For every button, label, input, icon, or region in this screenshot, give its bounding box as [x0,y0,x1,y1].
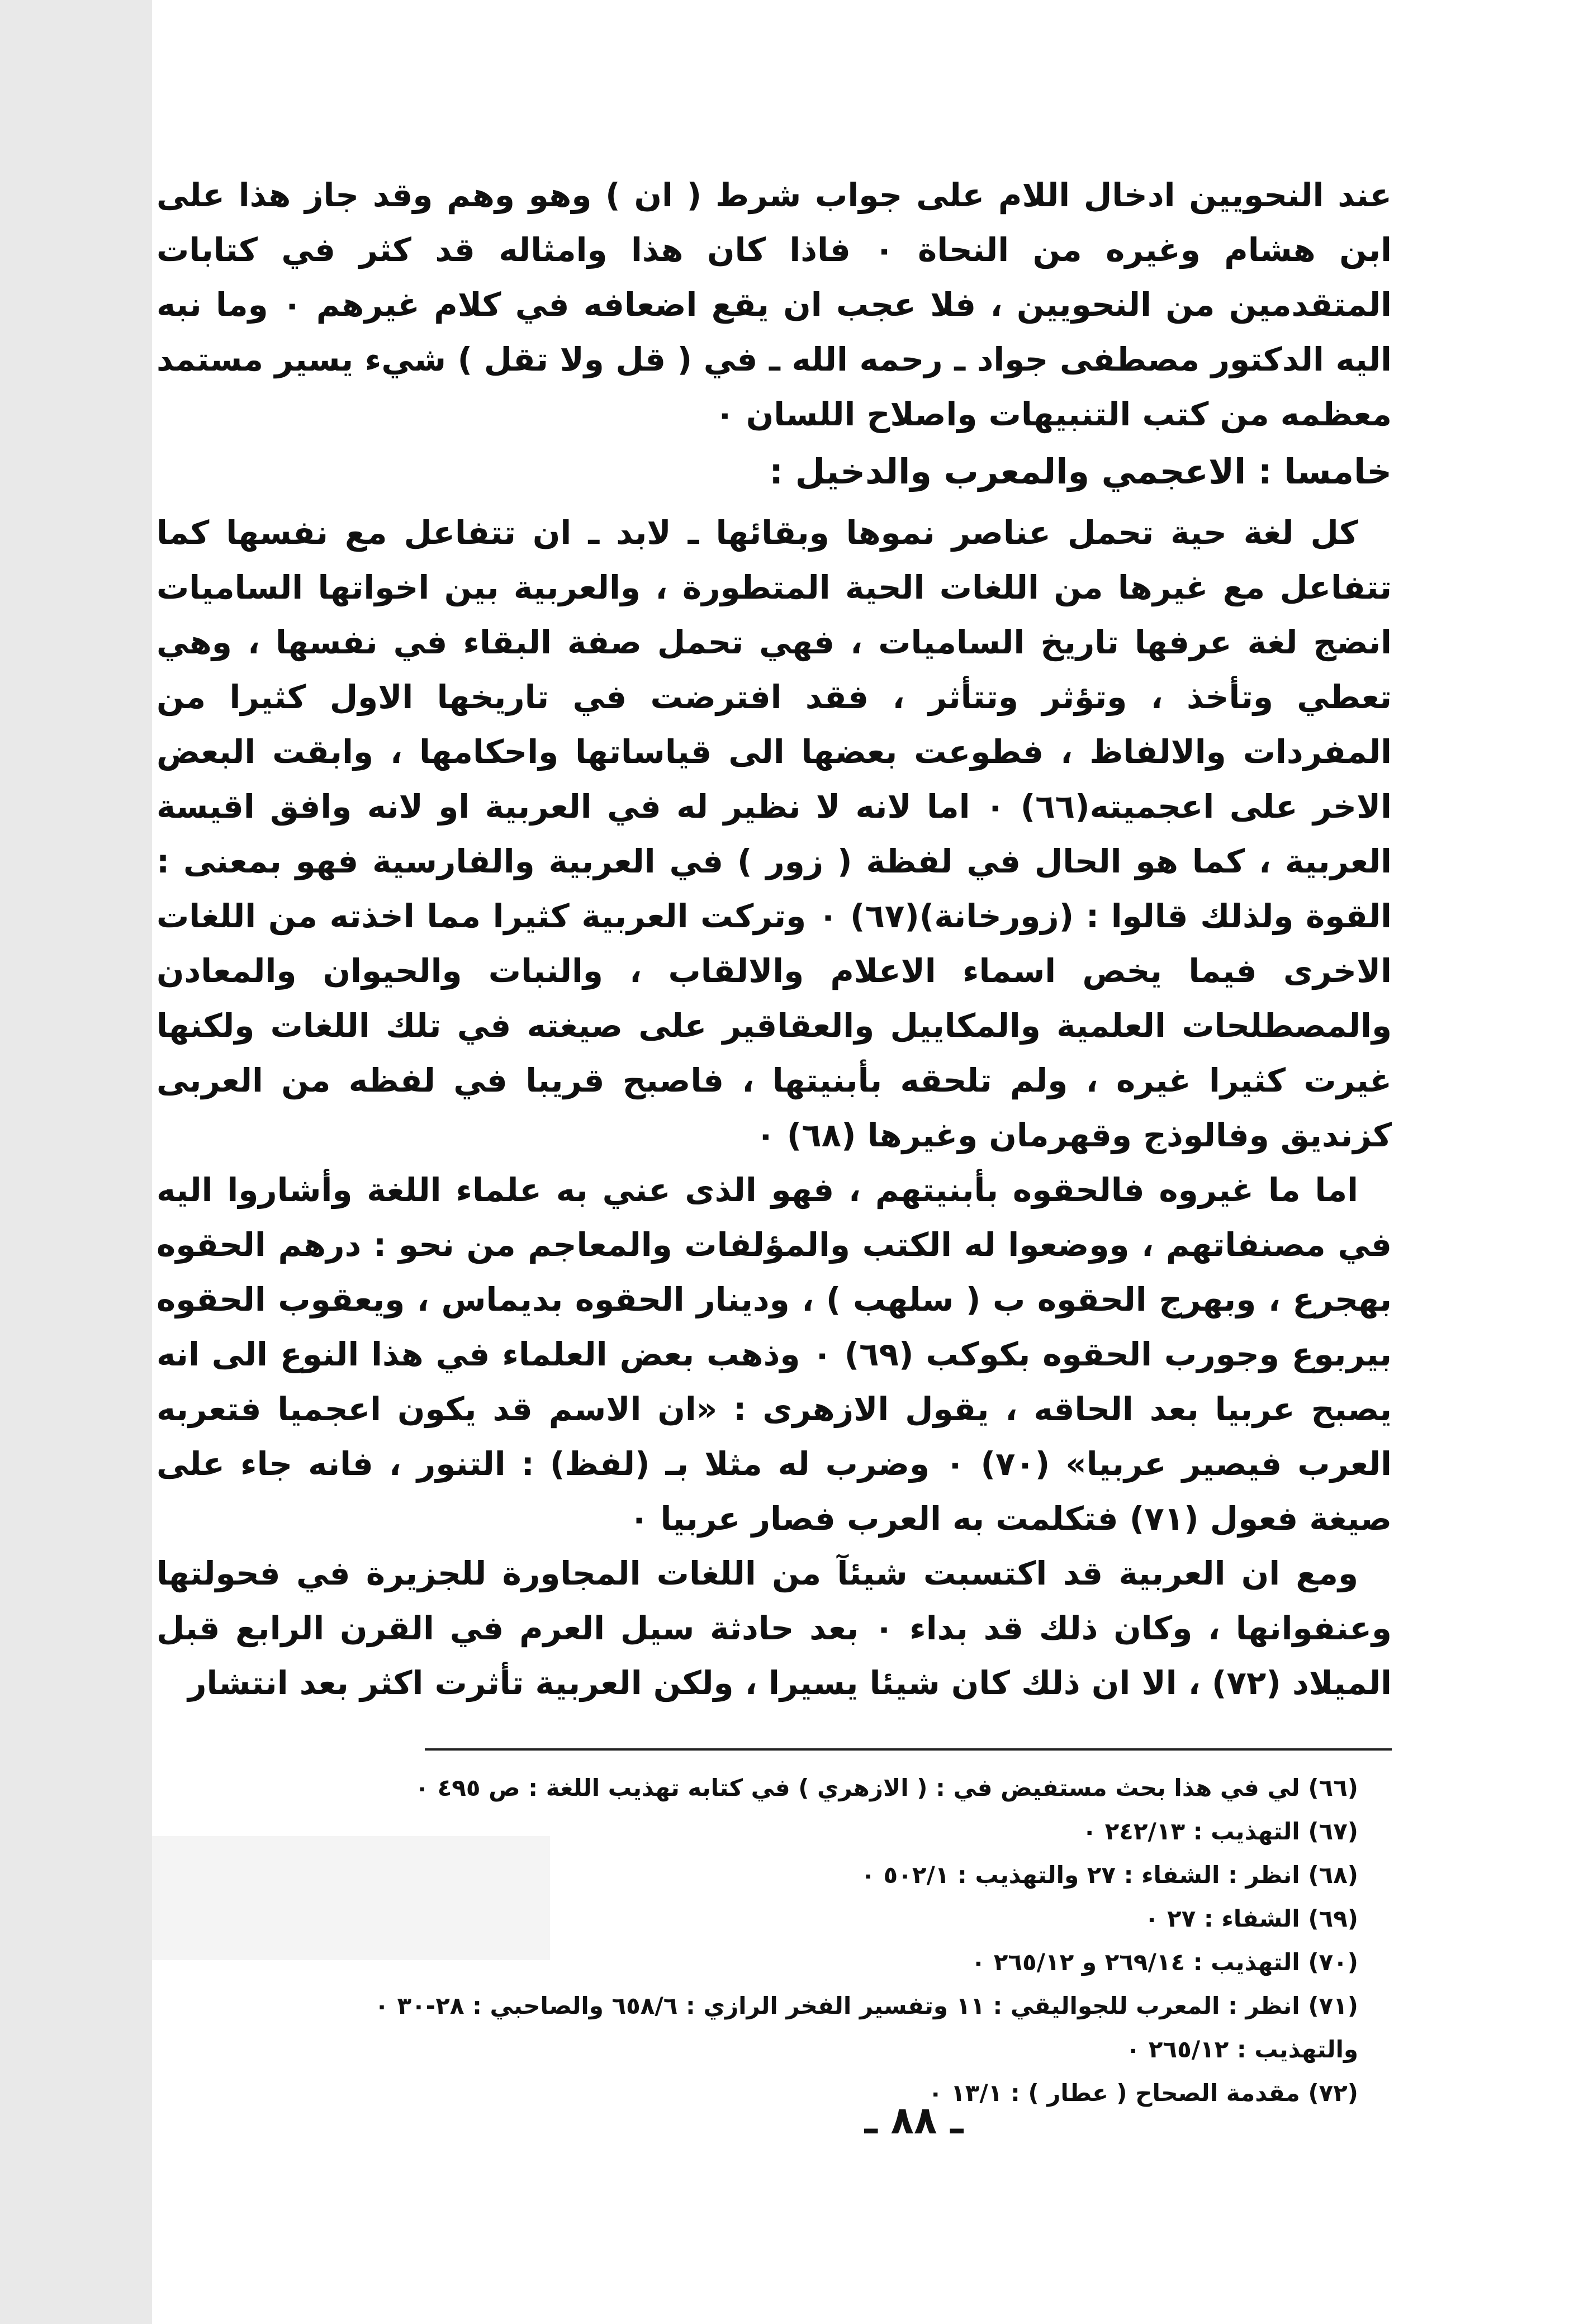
footnote-71-continued: والتهذيب : ٢٦٥/١٢ ۰ [1126,2036,1358,2063]
footnote-66: (٦٦) لي في هذا بحث مستفيض في : ( الازهري ) في كتابه تهذيب اللغة : ص ٤٩٥ ۰ [415,1774,1358,1801]
paragraph-4: ومع ان العربية قد اكتسبت شيئآ من اللغات المجاورة للجزيرة في فحولتها وعنفوانها ، وكان ذلك قد بداء ۰ بعد حادثة سيل العرم في القرن الرابع قبل الميلاد (٧٢) ، الا ان ذلك كان شيئا يسيرا ، ولكن العربية تأثرت اكثر بعد انتشار [157,1554,1392,1702]
page-number: ـ ٨٨ ـ [864,2099,964,2143]
scan-left-margin [0,0,152,2324]
footnotes [168,1766,1358,2115]
paragraph-1: عند النحويين ادخال اللام على جواب شرط ( ان ) وهو وهم وقد جاز هذا على ابن هشام وغيره من النحاة ۰ فاذا كان هذا وامثاله قد كثر في كتابات المتقدمين من النحويين ، فلا عجب ان يقع اضعافه في كلام غيرهم ۰ وما نبه اليه الدكتور مصطفى جواد ـ رحمه الله ـ في ( قل ولا تقل ) شيء يسير مستمد معظمه من كتب التنبيهات واصلاح اللسان ۰ [157,176,1392,433]
section-heading: خامسا : الاعجمي والمعرب والدخيل : [769,451,1392,492]
footnote-70: (٧٠) التهذيب : ٢٦٩/١٤ و ٢٦٥/١٢ ۰ [971,1948,1358,1976]
footnote-69: (٦٩) الشفاء : ٢٧ ۰ [1144,1905,1358,1932]
footnote-divider [425,1748,1392,1751]
paragraph-2: كل لغة حية تحمل عناصر نموها وبقائها ـ لابد ـ ان تتفاعل مع نفسها كما تتفاعل مع غيرها من اللغات الحية المتطورة ، والعربية بين اخواتها الساميات انضج لغة عرفها تاريخ الساميات ، فهي تحمل صفة البقاء في نفسها ، وهي تعطي وتأخذ ، وتؤثر وتتأثر ، فقد افترضت في تاريخها الاول كثيرا من المفردات والالفاظ ، فطوعت بعضها الى قياساتها واحكامها ، وابقت البعض الاخر على اعجميته(٦٦) ۰ اما لانه لا نظير له في العربية او لانه وافق اقيسة العربية ، كما هو الحال في لفظة ( زور ) في العربية والفارسية فهو بمعنى : القوة ولذلك قالوا : (زورخانة)(٦٧) ۰ وتركت العربية كثيرا مما اخذته من اللغات الاخرى فيما يخص اسماء الاعلام والالقاب ، والنبات والحيوان والمعادن والمصطلحات العلمية والمكاييل والعقاقير على صيغته في تلك اللغات ولكنها غيرت كثيرا غيره ، ولم تلحقه بأبنيتها ، فاصبح قريبا في لفظه من العربى كزنديق وفالوذج وقهرمان وغيرها (٦٨) ۰ [157,514,1392,1154]
paragraph-3: اما ما غيروه فالحقوه بأبنيتهم ، فهو الذى عني به علماء اللغة وأشاروا اليه في مصنفاتهم ، ووضعوا له الكتب والمؤلفات والمعاجم من نحو : درهم الحقوه بهجرع ، وبهرج الحقوه ب ( سلهب ) ، ودينار الحقوه بديماس ، ويعقوب الحقوه بيربوع وجورب الحقوه بكوكب (٦٩) ۰ وذهب بعض العلماء في هذا النوع الى انه يصبح عربيا بعد الحاقه ، يقول الازهرى : «ان الاسم قد يكون اعجميا فتعربه العرب فيصير عربيا» (٧٠) ۰ وضرب له مثلا بـ (لفظ) : التنور ، فانه جاء على صيغة فعول (٧١) فتكلمت به العرب فصار عربيا ۰ [157,1171,1392,1538]
footnote-67: (٦٧) التهذيب : ٢٤٢/١٣ ۰ [1082,1818,1358,1845]
footnote-72: (٧٢) مقدمة الصحاح ( عطار ) : ١٣/١ ۰ [928,2079,1358,2107]
page-body [157,168,1392,1710]
footnote-68: (٦٨) انظر : الشفاء : ٢٧ والتهذيب : ٥٠٢/١ ۰ [861,1861,1358,1889]
footnote-71: (٧١) انظر : المعرب للجواليقي : ١١ وتفسير الفخر الرازي : ٦٥٨/٦ والصاحبي : ٢٨-٣٠ ۰ [374,1992,1358,2019]
